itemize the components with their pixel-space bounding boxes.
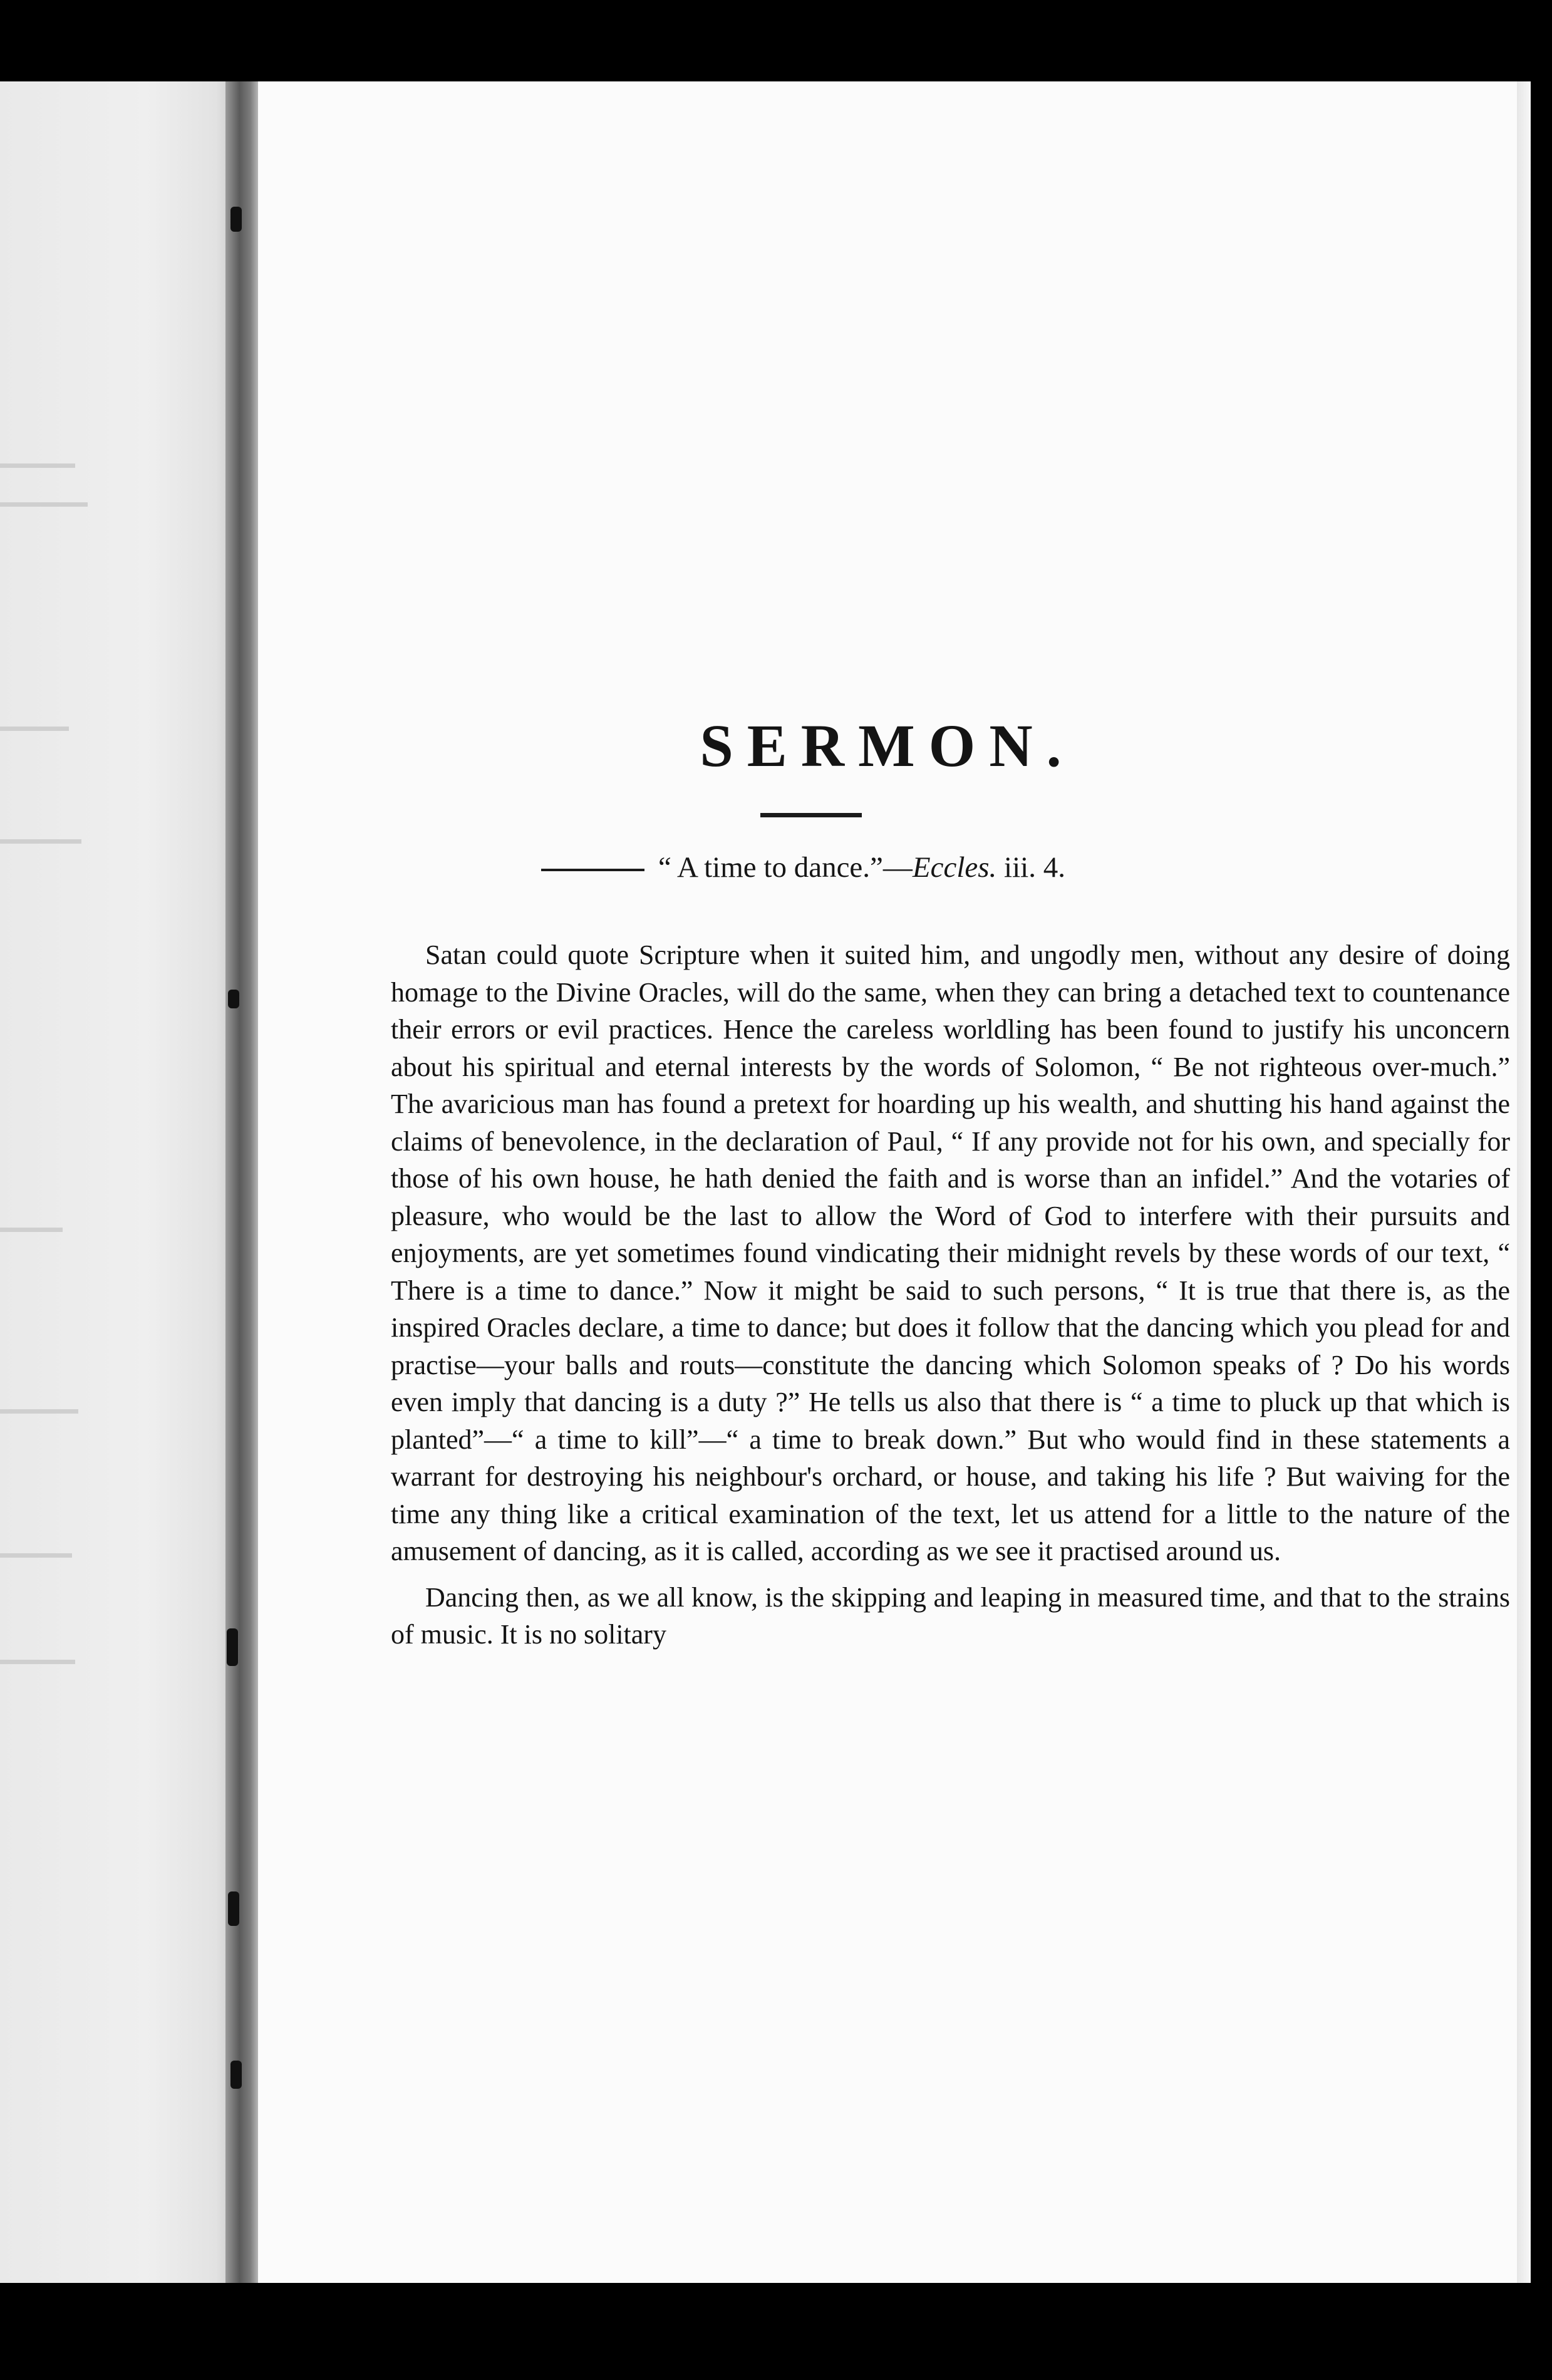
body-text bbox=[391, 936, 1510, 1653]
epigraph-citation: Eccles. bbox=[912, 851, 997, 884]
binding-mark bbox=[228, 1891, 239, 1926]
document-page bbox=[258, 81, 1517, 2283]
bleed-through-line bbox=[0, 1228, 63, 1232]
epigraph-reference: iii. 4. bbox=[996, 851, 1065, 884]
binding-mark bbox=[227, 1628, 238, 1666]
epigraph bbox=[541, 851, 1456, 894]
binding-mark bbox=[228, 990, 239, 1008]
bleed-through-line bbox=[0, 727, 69, 731]
bleed-through-line bbox=[0, 839, 81, 844]
page-title: SERMON. bbox=[700, 712, 1075, 779]
binding-mark bbox=[230, 207, 242, 232]
title-rule bbox=[760, 813, 862, 817]
paragraph: Dancing then, as we all know, is the skipping and leaping in measured time, and that to the strains of music. It is no solitary bbox=[391, 1581, 1510, 1650]
binding-mark bbox=[230, 2061, 242, 2089]
book-gutter bbox=[225, 81, 261, 2283]
bleed-through-line bbox=[0, 1660, 75, 1664]
paragraph: Satan could quote Scripture when it suited him, and ungodly men, without any desire of doing homage to the Divine Oracles, will do the same, when they can bring a detached text to countenance their errors or evil practices. Hence the careless worldling has been found to justify his unconcern about his spiritual and eternal interests by the words of Solomon, “ Be not righteous over-much.” The avaricious man has found a pretext for hoarding up his wealth, and shutting his hand against the claims of benevolence, in the declaration of Paul, “ If any provide not for his own, and specially for those of his own house, he hath denied the faith and is worse than an infidel.” And the votaries of pleasure, who would be the last to allow the Word of God to interfere with their pursuits and enjoyments, are yet sometimes found vindicating their midnight revels by these words of our text, “ There is a time to dance.” Now it might be said to such persons, “ It is true that there is, as the inspired Oracles declare, a time to dance; but does it follow that the dancing which you plead for and practise—your balls and routs—constitute the dancing which Solomon speaks of ? Do his words even imply that dancing is a duty ?” He tells us also that there is “ a time to pluck up that which is planted”—“ a time to kill”—“ a time to break down.” But who would find in these statements a warrant for destroying his neighbour's orchard, or house, and taking his life ? But waiving for the time any thing like a critical examination of the text, let us attend for a little to the nature of the amusement of dancing, as it is called, according as we see it practised around us. bbox=[391, 939, 1510, 1566]
bleed-through-line bbox=[0, 463, 75, 468]
left-page-edge bbox=[0, 81, 246, 2283]
bleed-through-line bbox=[0, 1553, 72, 1558]
bleed-through-line bbox=[0, 1409, 78, 1414]
epigraph-quote: “ A time to dance.”— bbox=[658, 851, 913, 884]
bleed-through-line bbox=[0, 502, 88, 507]
epigraph-dash bbox=[541, 869, 644, 871]
page-edge bbox=[1517, 81, 1531, 2283]
